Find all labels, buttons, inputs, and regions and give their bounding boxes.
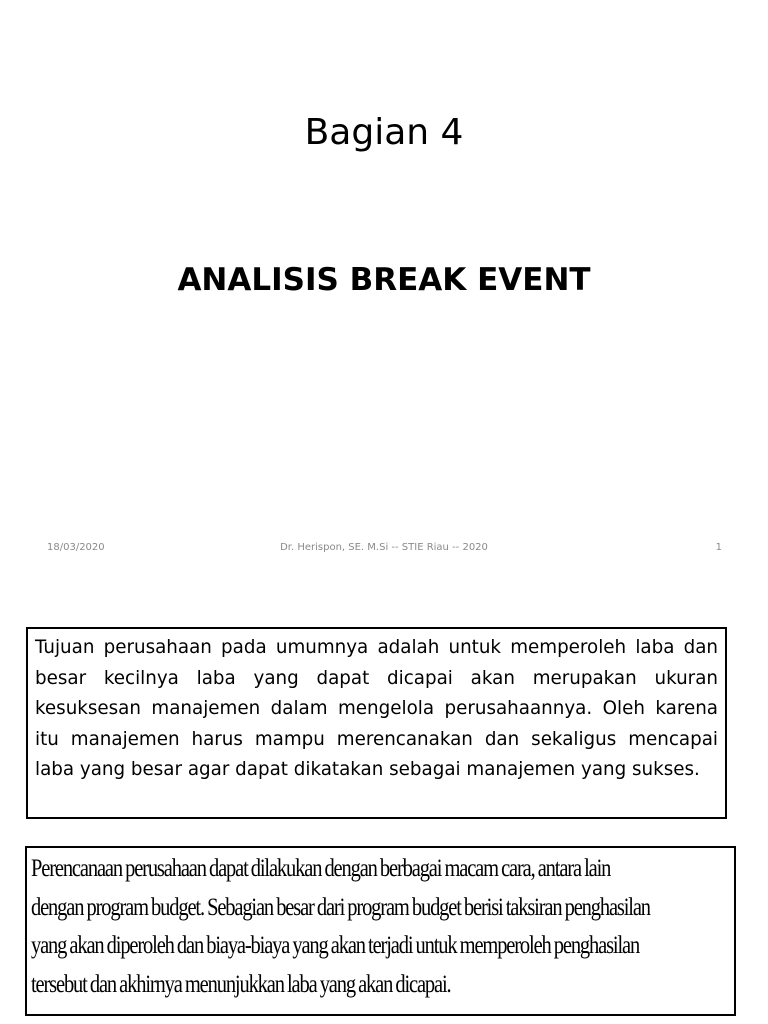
paragraph-box-objective: Tujuan perusahaan pada umumnya adalah untuk memperoleh laba dan besar kecilnya laba yang dapat dicapai akan merupakan ukuran kesuksesan manajemen dalam mengelola perusahaannya. Oleh karena itu manajemen harus mampu merencanakan dan sekaligus mencapai laba yang besar agar dapat dikatakan sebagai manajemen yang sukses. bbox=[26, 627, 727, 819]
slide-title: Bagian 4 bbox=[304, 112, 464, 153]
paragraph-line: dengan program budget. Sebagian besar dari program budget berisi taksiran penghasilan bbox=[31, 893, 650, 921]
footer-date: 18/03/2020 bbox=[47, 542, 105, 553]
paragraph-line: tersebut dan akhirnya menunjukkan laba yang akan dicapai. bbox=[31, 970, 451, 998]
slide-subtitle: ANALISIS BREAK EVENT bbox=[177, 262, 591, 298]
footer-author: Dr. Herispon, SE. M.Si -- STIE Riau -- 2020 bbox=[280, 542, 488, 553]
paragraph-line: Perencanaan perusahaan dapat dilakukan dengan berbagai macam cara, antara lain bbox=[31, 855, 611, 882]
paragraph-line: yang akan diperoleh dan biaya-biaya yang akan terjadi untuk memperoleh penghasilan bbox=[31, 932, 640, 959]
paragraph-box-planning bbox=[25, 846, 736, 1016]
footer-page-number: 1 bbox=[715, 542, 722, 553]
